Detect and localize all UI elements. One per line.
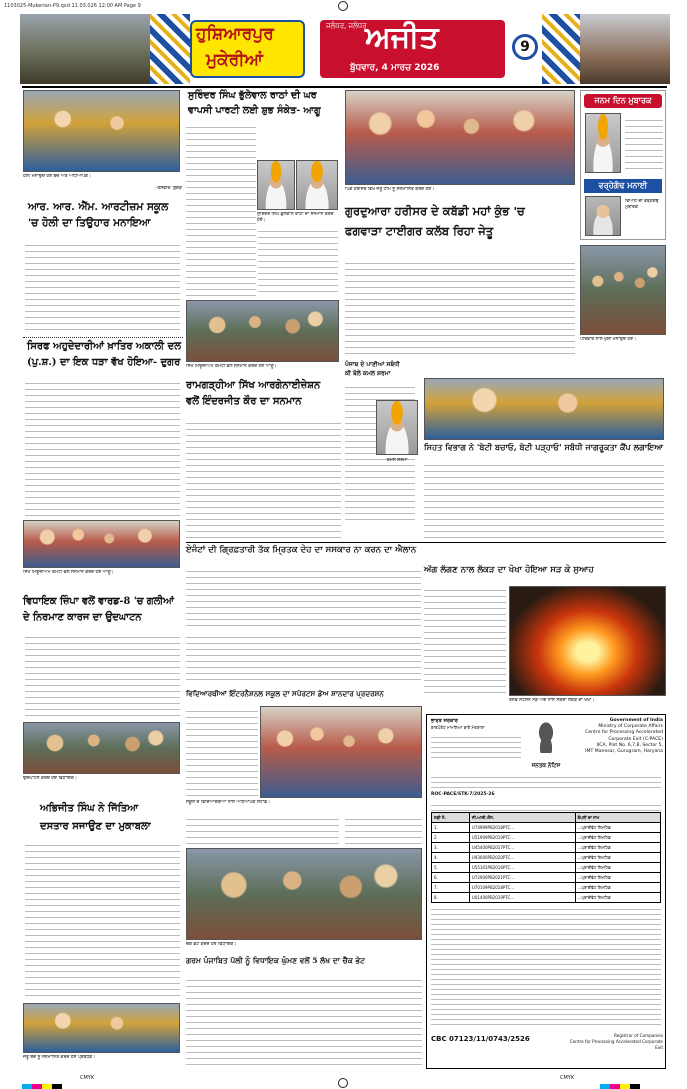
table-cell: ...ਪ੍ਰਾਈਵੇਟ ਲਿਮਟਿਡ — [575, 823, 660, 833]
headline-ramgarhia — [186, 380, 341, 407]
paper-name: ਅਜੀਤ — [365, 20, 439, 55]
masthead — [20, 14, 670, 84]
headline-line: ਅਭਿਜੀਤ ਸਿੰਘ ਨੇ ਜਿੱਤਿਆ — [40, 803, 139, 814]
headline-line: ਗੁਰਦੁਆਰਾ ਹਰੀਸਰ ਦੇ ਕਬੱਡੀ ਮਹਾਂ ਕੁੰਭ 'ਚ — [345, 204, 525, 218]
article-body — [424, 585, 506, 695]
cheque-photo — [186, 848, 422, 940]
table-cell: 4. — [432, 853, 470, 863]
cbc-code: CBC 07123/11/0743/2526 — [431, 1035, 530, 1043]
headline-line: ਵਲੋਂ ਇੰਦਰਜੀਤ ਕੌਰ ਦਾ ਸਨਮਾਨ — [186, 395, 302, 407]
table-header: ਕੰਪਨੀ ਦਾ ਨਾਮ — [575, 813, 660, 823]
holi-photo — [23, 90, 180, 172]
signoff-line: Registrar of Companies — [613, 1033, 663, 1038]
headline-line: ਰਾਮਗੜ੍ਹੀਆ ਸਿੱਖ ਆਰਗੇਨਾਈਜ਼ੇਸ਼ਨ — [186, 380, 321, 391]
table-row — [432, 823, 661, 833]
anniversary-photo — [585, 196, 621, 236]
portrait-photo — [257, 160, 295, 210]
article-body — [25, 840, 180, 1000]
table-cell: U72900PB2021PTC... — [469, 873, 575, 883]
birthday-title: ਜਨਮ ਦਿਨ ਮੁਬਾਰਕ — [584, 94, 662, 108]
table-cell: 6. — [432, 873, 470, 883]
headline-mla-ward — [23, 596, 183, 624]
headline-agents: ਏਜੰਟਾਂ ਦੀ ਗ੍ਰਿਫ਼ਤਾਰੀ ਤੱਕ ਮ੍ਰਿਤਕ ਦੇਹ ਦਾ ਸਸਕਾਰ ਨਾ ਕਰਨ ਦਾ ਐਲਾਨ — [186, 545, 417, 555]
birthday-text — [625, 115, 663, 171]
page-number: 9 — [512, 34, 538, 60]
table-row — [432, 853, 661, 863]
akali-dal-photo — [23, 520, 180, 568]
sports-day-photo — [260, 706, 422, 798]
headline-line: (ਪੁ.ਸ਼.) ਦਾ ਇਕ ਧੜਾ ਵੱਖ ਹੋਇਆ- ਦੁਗਰ — [27, 356, 181, 368]
article-body — [25, 240, 180, 335]
table-cell: ...ਪ੍ਰਾਈਵੇਟ ਲਿਮਟਿਡ — [575, 843, 660, 853]
table-cell: 7. — [432, 883, 470, 893]
gov-line: Government of India — [609, 718, 663, 723]
gov-line: IMT Manesar, Gurugram, Haryana — [585, 749, 663, 755]
table-cell: U93000PB2020PTC... — [469, 853, 575, 863]
headline-bhullewal — [188, 90, 338, 116]
photo-caption: ਸਿੱਖ ਮਿਊਜ਼ੀਅਮ ਕਮੇਟੀ ਵਲੋਂ ਸਨਮਾਨ ਕਰਦੇ ਹੋਏ ਆਗੂ। — [186, 364, 277, 369]
article-body — [186, 418, 341, 538]
article-body — [186, 814, 339, 846]
notice-ref: ROC-PACE/STK-7/2025-26 — [431, 792, 495, 797]
masthead-pattern — [150, 14, 190, 84]
portrait-photo — [296, 160, 338, 210]
birthday-photo — [585, 113, 621, 173]
headline-line: ਸਿਰਫ ਅਹੁਦੇਦਾਰੀਆਂ ਖ਼ਾਤਿਰ ਅਕਾਲੀ ਦਲ — [27, 341, 181, 352]
region-title: ਹੁਸ਼ਿਆਰਪੁਰ — [196, 24, 274, 44]
article-body — [186, 632, 421, 682]
headline-punjab-water — [345, 362, 455, 378]
headline-health-camp: ਸਿਹਤ ਵਿਭਾਗ ਨੇ 'ਬੇਟੀ ਬਚਾਓ, ਬੇਟੀ ਪੜ੍ਹਾਓ' ਸਬੰਧੀ ਜਾਗਰੂਕਤਾ ਕੈਂਪ ਲਗਾਇਆ — [424, 442, 664, 452]
article-body — [186, 122, 256, 297]
gov-line: IICA, Plot No. 6,7,8, Sector 5, — [596, 742, 663, 748]
company-table — [431, 812, 661, 903]
cmyk-label: CMYK — [80, 1075, 95, 1081]
notice-text — [431, 773, 661, 791]
masthead-rule — [22, 86, 667, 88]
table-cell: 1. — [432, 823, 470, 833]
table-header: ਲੜੀ ਨੰ. — [432, 813, 470, 823]
holi-caption: ਹੋਲੀ ਮਨਾਉਂਦੇ ਹੋਏ ਬੱਚੇ ਅਤੇ ਅਧਿਆਪਕ। — [23, 174, 92, 179]
photo-caption: ਜੇਤੂ ਬੱਚੇ ਨੂੰ ਸਨਮਾਨਿਤ ਕਰਦੇ ਹੋਏ ਪ੍ਰਬੰਧਕ। — [23, 1055, 96, 1060]
gov-org-punjabi: ਕਾਰਪੋਰੇਟ ਮਾਮਲਿਆਂ ਬਾਰੇ ਮੰਤਰਾਲਾ — [431, 725, 485, 730]
article-body — [345, 258, 575, 358]
headline-rrm-school — [28, 201, 183, 229]
table-cell: 2. — [432, 833, 470, 843]
table-cell: U51909PB2019PTC... — [469, 833, 575, 843]
masthead-photo-left — [20, 14, 150, 84]
article-body — [424, 460, 664, 540]
headline-line: ਦਸਤਾਰ ਸਜਾਉਣ ਦਾ ਮੁਕਾਬਲਾ — [40, 820, 151, 832]
gov-line: Ministry of Corporate Affairs — [598, 724, 663, 730]
print-info: 1103025-Mukerian-P9.qxd 11.03.026 12:00 AM Page 9 — [4, 3, 141, 9]
headline-dastar — [40, 803, 185, 832]
table-cell: ...ਪ੍ਰਾਈਵੇਟ ਲਿਮਟਿਡ — [575, 893, 660, 903]
divider — [23, 337, 183, 338]
photo-caption: ਸਿੱਖ ਮਿਊਜ਼ੀਅਮ ਕਮੇਟੀ ਵਲੋਂ ਸਨਮਾਨ ਕਰਦੇ ਹੋਏ ਆਗੂ। — [23, 570, 114, 575]
government-notice — [426, 714, 666, 1069]
table-row — [432, 843, 661, 853]
family-photo — [580, 245, 666, 335]
color-bar-left — [22, 1075, 62, 1089]
color-bar-right — [600, 1075, 640, 1089]
region-subtitle: ਮੁਕੇਰੀਆਂ — [206, 50, 263, 70]
gov-address — [431, 733, 521, 759]
headline-kabaddi — [345, 205, 580, 238]
anniversary-title: ਵਰ੍ਹੇਗੰਢ ਮਨਾਈ — [584, 179, 662, 193]
article-body — [186, 975, 422, 1065]
mla-photo — [23, 722, 180, 774]
headline-akali-dal — [27, 341, 187, 368]
article-body — [186, 706, 258, 796]
photo-caption: ਉਦਘਾਟਨ ਕਰਦੇ ਹੋਏ ਵਿਧਾਇਕ। — [23, 776, 77, 781]
gov-signoff — [567, 1033, 663, 1051]
article-body — [345, 814, 422, 844]
signoff-line: Centre for Processing Accelerated Corporate Exit — [569, 1039, 663, 1050]
table-cell: U01400PB2019PTC... — [469, 893, 575, 903]
headline-fire: ਅੱਗ ਲੱਗਣ ਨਾਲ ਲੱਕੜ ਦਾ ਖੋਖਾ ਹੋਇਆ ਸੜ ਕੇ ਸੁਆਹ — [424, 565, 594, 575]
photo-caption: ਚੈੱਕ ਭੇਟ ਕਰਦੇ ਹੋਏ ਵਿਧਾਇਕ। — [186, 942, 237, 947]
headline-line: ਆਰ. ਆਰ. ਐੱਮ. ਆਰਟੀਜ਼ਮ ਸਕੂਲ — [28, 201, 169, 213]
table-row — [432, 863, 661, 873]
headline-cheque: ਗਰਮ ਪੰਜਾਬਿਤ ਪੱਲੀ ਨੂੰ ਵਿਧਾਇਕ ਘੁੰਮਣ ਵਲੋਂ 5 ਲੱਖ ਦਾ ਚੈੱਕ ਭੇਟ — [186, 956, 366, 965]
anniversary-caption: ਵਿਆਹ ਦੀ ਵਰ੍ਹੇਗੰਢ ਮੁਬਾਰਕ — [625, 199, 659, 210]
registration-mark-icon — [338, 1078, 348, 1088]
dastar-photo — [23, 1003, 180, 1053]
article-body — [25, 378, 180, 518]
kamal-sharma-photo — [376, 400, 418, 455]
table-cell: U55101PB2016PTC... — [469, 863, 575, 873]
article-body — [258, 226, 338, 296]
article-body — [25, 632, 180, 717]
gov-title-punjabi: ਭਾਰਤ ਸਰਕਾਰ — [431, 718, 458, 724]
table-header: ਸੀ.ਆਈ.ਐੱਨ. — [469, 813, 575, 823]
family-caption: ਪਰਿਵਾਰ ਨਾਲ ਖੁਸ਼ੀ ਮਨਾਉਂਦੇ ਹੋਏ। — [580, 337, 637, 342]
table-row — [432, 873, 661, 883]
photo-credit: -ਤਸਵੀਰ: ਬੁੱਗੜ — [155, 186, 182, 191]
table-row — [432, 833, 661, 843]
headline-line: ਕੀ ਬੋਲੇ ਕਮਲ ਸ਼ਰਮਾ — [345, 369, 391, 377]
article-body — [186, 566, 421, 626]
birthday-box — [580, 90, 666, 240]
cmyk-label: CMYK — [560, 1075, 575, 1081]
table-cell: ...ਪ੍ਰਾਈਵੇਟ ਲਿਮਟਿਡ — [575, 853, 660, 863]
table-cell: ...ਪ੍ਰਾਈਵੇਟ ਲਿਮਟਿਡ — [575, 863, 660, 873]
headline-sports-day: ਵਿਦਿਆਰਥੀਆਂ ਇੰਟਰਨੈਸ਼ਨਲ ਸਕੂਲ ਦਾ ਸਪੋਰਟਸ ਡੇਅ ਸ਼ਾਨਦਾਰ ਪ੍ਰਦਰਸ਼ਨ — [186, 689, 384, 698]
headline-line: ਵਾਪਸੀ ਪਾਰਟੀ ਲਈ ਸ਼ੁਭ ਸੰਕੇਤ- ਆਗੂ — [188, 105, 321, 117]
health-camp-photo — [424, 378, 664, 440]
sikh-org-photo — [186, 300, 339, 362]
headline-line: 'ਚ ਹੋਲੀ ਦਾ ਤਿਉਹਾਰ ਮਨਾਇਆ — [28, 217, 151, 230]
table-cell: ...ਪ੍ਰਾਈਵੇਟ ਲਿਮਟਿਡ — [575, 873, 660, 883]
table-cell: 3. — [432, 843, 470, 853]
headline-line: ਵਿਧਾਇਕ ਜ਼ਿੰਪਾ ਵਲੋਂ ਵਾਰਡ-8 'ਚ ਗਲੀਆਂ — [23, 596, 174, 607]
headline-line: ਪੰਜਾਬ ਦੇ ਪਾਣੀਆਂ ਸਬੰਧੀ — [345, 361, 400, 368]
gov-english-block — [567, 718, 663, 755]
headline-line: ਸੁਰਿੰਦਰ ਸਿੰਘ ਭੁੱਲੇਵਾਲ ਰਾਠਾਂ ਦੀ ਘਰ — [188, 90, 317, 101]
headline-line: ਫਗਵਾੜਾ ਟਾਈਗਰ ਕਲੱਬ ਰਿਹਾ ਜੇਤੂ — [345, 224, 494, 239]
table-cell: 5. — [432, 863, 470, 873]
table-cell: ...ਪ੍ਰਾਈਵੇਟ ਲਿਮਟਿਡ — [575, 833, 660, 843]
portrait-caption: ਸੁਰਿੰਦਰ ਸਿੰਘ ਭੁੱਲੇਵਾਲ ਰਾਠਾਂ ਦਾ ਸਨਮਾਨ ਕਰਦੇ ਹੋਏ। — [257, 212, 334, 223]
kabaddi-photo — [345, 90, 575, 185]
fire-photo — [509, 586, 666, 696]
table-row — [432, 893, 661, 903]
table-cell: U70109PB2018PTC... — [469, 883, 575, 893]
table-row — [432, 883, 661, 893]
registration-mark-icon — [338, 1, 348, 11]
table-cell: U74999PB2018PTC... — [469, 823, 575, 833]
masthead-pattern — [542, 14, 580, 84]
masthead-photo-right — [580, 14, 670, 84]
portrait-caption: ਕਮਲ ਸ਼ਰਮਾ — [386, 458, 408, 463]
table-cell: 8. — [432, 893, 470, 903]
national-emblem-icon — [532, 719, 560, 753]
photo-caption: ਸਕੂਲ ਦੇ ਵਿਦਿਆਰਥੀਆਂ ਨਾਲ ਅਧਿਆਪਕ ਸਟਾਫ਼। — [186, 800, 271, 805]
headline-line: ਦੇ ਨਿਰਮਾਣ ਕਾਰਜ ਦਾ ਉਦਘਾਟਨ — [23, 612, 142, 624]
photo-caption: ਪਿੰਡ ਹਰੀਸਰ ਵਿਖੇ ਜੇਤੂ ਟੀਮ ਨੂੰ ਸਨਮਾਨਿਤ ਕਰਦੇ ਹੋਏ। — [345, 187, 435, 192]
gov-line: Centre for Processing Accelerated — [585, 730, 663, 736]
section-rule — [186, 542, 666, 543]
paper-edition: ਜਲੰਧਰ, ਜਲੰਧਰ — [326, 22, 367, 30]
public-notice-title: ਜਨਤਕ ਨੋਟਿਸ — [531, 763, 561, 769]
table-cell: ...ਪ੍ਰਾਈਵੇਟ ਲਿਮਟਿਡ — [575, 883, 660, 893]
notice-text — [431, 801, 661, 811]
issue-date: ਬੁੱਧਵਾਰ, 4 ਮਾਰਚ 2026 — [350, 63, 440, 73]
gov-line: Corporate Exit (C-PACE) — [608, 736, 663, 742]
table-cell: U45400PB2017PTC... — [469, 843, 575, 853]
notice-text — [431, 905, 661, 1025]
photo-caption: ਰੇਲਵੇ ਸਟੇਸ਼ਨ ਨੇੜੇ ਅੱਗ ਨਾਲ ਸੜਦਾ ਲੱਕੜ ਦਾ ਖੋਖਾ। — [509, 698, 595, 703]
